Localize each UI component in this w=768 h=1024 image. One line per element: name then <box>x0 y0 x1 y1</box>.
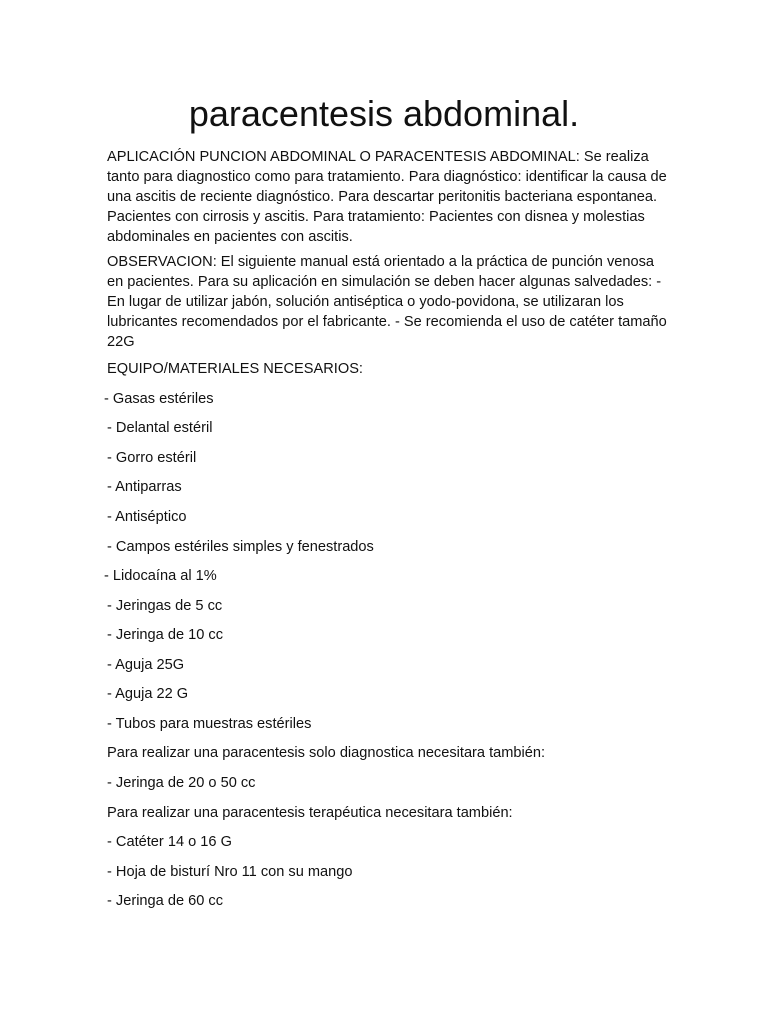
equipo-item: - Jeringas de 5 cc <box>107 598 223 614</box>
diagnostica-heading: Para realizar una paracentesis solo diagnostica necesitara también: <box>107 745 546 761</box>
equipo-item: - Antiparras <box>107 479 182 495</box>
equipo-item: - Gasas estériles <box>104 391 214 407</box>
equipo-item: - Lidocaína al 1% <box>104 568 217 584</box>
equipo-item: - Aguja 25G <box>107 657 185 673</box>
equipo-item: - Campos estériles simples y fenestrados <box>107 539 374 555</box>
equipo-item: - Antiséptico <box>107 509 187 525</box>
equipo-item: - Delantal estéril <box>107 420 213 436</box>
aplicacion-paragraph: APLICACIÓN PUNCION ABDOMINAL O PARACENTESIS ABDOMINAL: Se realiza tanto para diagnostico como para tratamiento. Para diagnóstico: identificar la causa de una ascitis de reciente diagnóstico. Para descartar peritonitis bacteriana espontanea. Pacientes con cirrosis y ascitis. Para tratamiento: Pacientes con disnea y molestias abdominales en pacientes con ascitis. <box>107 149 667 245</box>
terapeutica-item: - Catéter 14 o 16 G <box>107 834 232 850</box>
document-title: paracentesis abdominal. <box>188 93 580 134</box>
equipo-item: - Gorro estéril <box>107 450 197 466</box>
equipo-item: - Aguja 22 G <box>107 686 189 702</box>
observacion-paragraph: OBSERVACION: El siguiente manual está orientado a la práctica de punción venosa en pacientes. Para su aplicación en simulación se deben hacer algunas salvedades: - En lugar de utilizar jabón, solución antiséptica o yodo-povidona, se utilizaran los lubricantes recomendados por el fabricante. - Se recomienda el uso de catéter tamaño 22G <box>107 254 667 350</box>
equipo-heading: EQUIPO/MATERIALES NECESARIOS: <box>107 361 363 377</box>
terapeutica-heading: Para realizar una paracentesis terapéutica necesitara también: <box>107 805 513 821</box>
equipo-item: - Tubos para muestras estériles <box>107 716 312 732</box>
diagnostica-item: - Jeringa de 20 o 50 cc <box>107 775 256 791</box>
terapeutica-item: - Jeringa de 60 cc <box>107 893 224 909</box>
terapeutica-item: - Hoja de bisturí Nro 11 con su mango <box>107 864 353 880</box>
equipo-item: - Jeringa de 10 cc <box>107 627 224 643</box>
